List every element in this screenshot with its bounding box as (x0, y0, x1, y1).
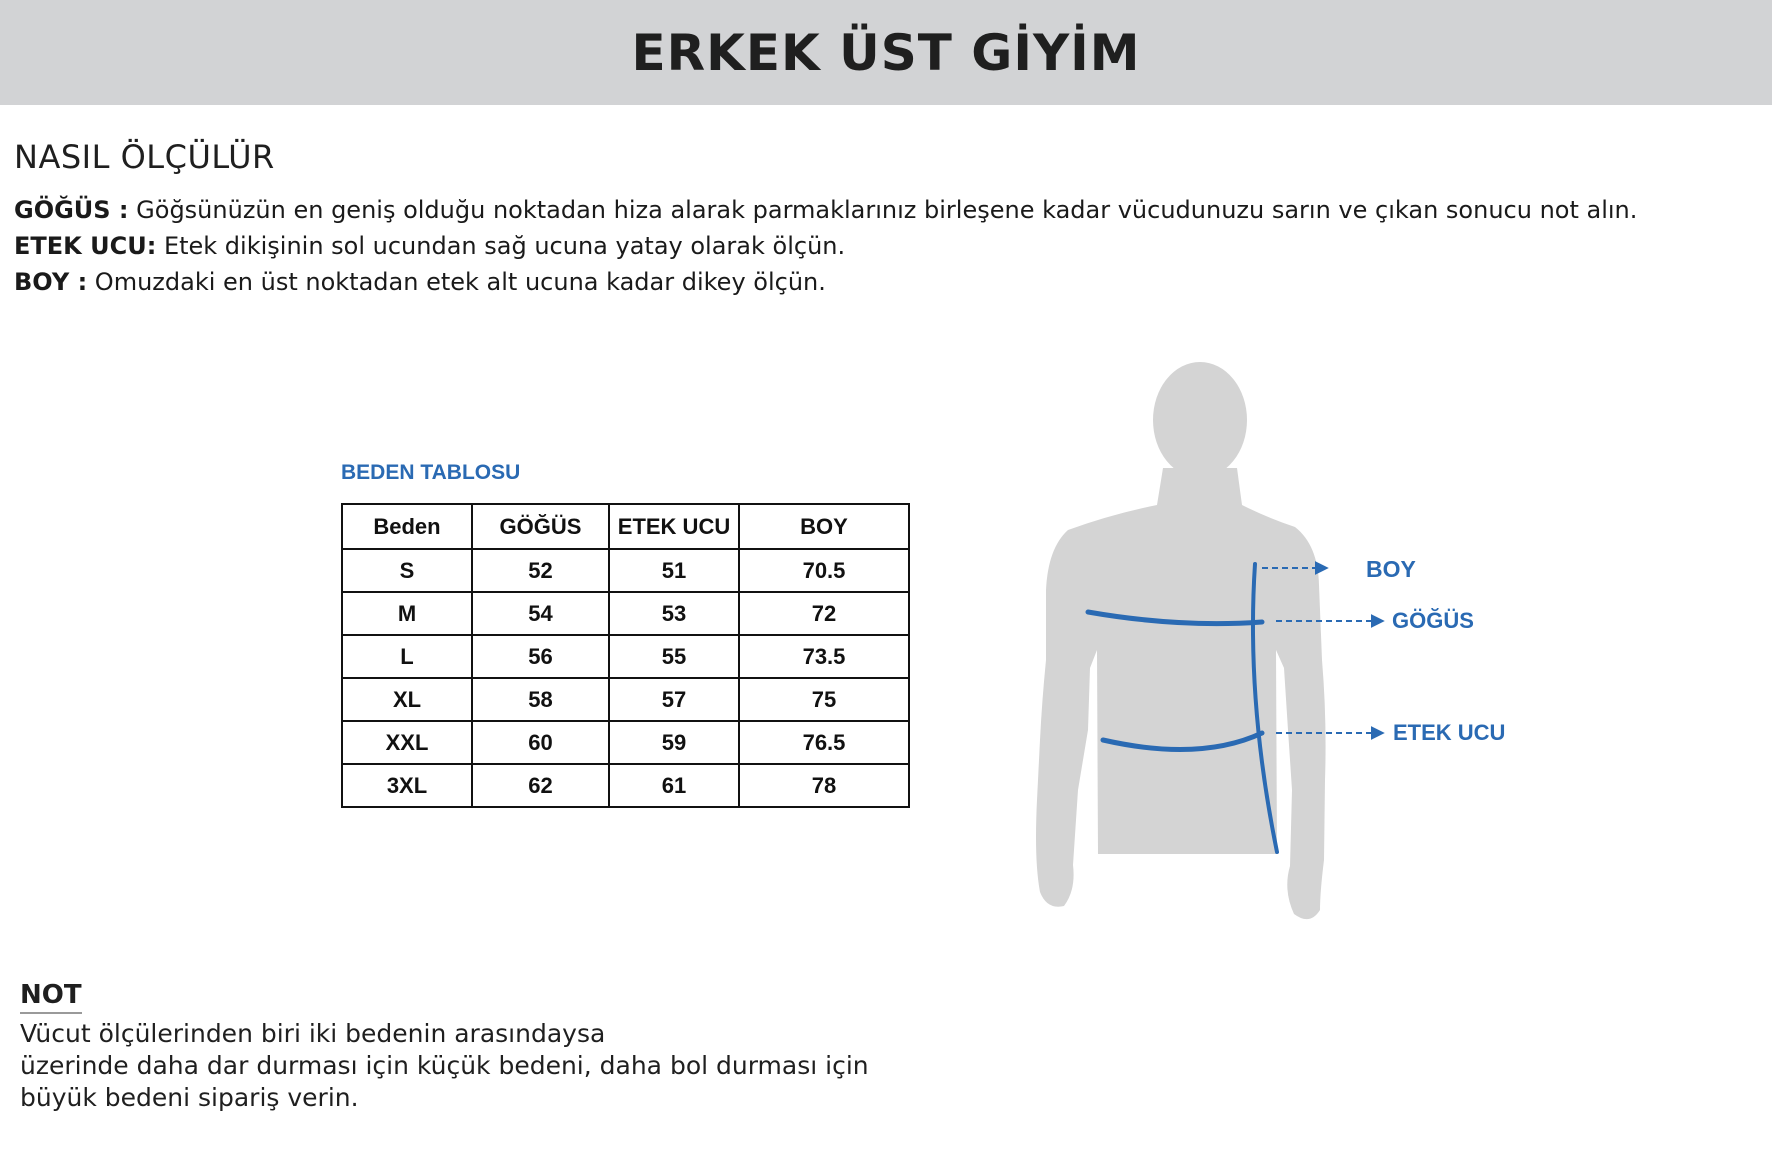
table-cell: 51 (609, 549, 739, 592)
label-boy: BOY (1366, 556, 1416, 582)
column-header: ETEK UCU (609, 504, 739, 549)
table-cell: M (342, 592, 472, 635)
how-to-measure-title: NASIL ÖLÇÜLÜR (14, 138, 275, 176)
table-row (342, 721, 909, 764)
table-cell: 55 (609, 635, 739, 678)
table-row (342, 635, 909, 678)
instruction-text: Etek dikişinin sol ucundan sağ ucuna yatay olarak ölçün. (156, 232, 846, 260)
label-etek-ucu: ETEK UCU (1393, 720, 1506, 745)
size-table-title: BEDEN TABLOSU (341, 461, 521, 484)
instruction-label: GÖĞÜS : (14, 196, 129, 224)
instruction-label: ETEK UCU: (14, 232, 157, 260)
table-cell: 78 (739, 764, 909, 807)
table-cell: 60 (472, 721, 609, 764)
note-line: büyük bedeni sipariş verin. (20, 1083, 359, 1112)
table-cell: 73.5 (739, 635, 909, 678)
table-row (342, 592, 909, 635)
table-cell: 70.5 (739, 549, 909, 592)
note-title: NOT (20, 980, 82, 1014)
table-cell: 53 (609, 592, 739, 635)
size-table (341, 503, 910, 808)
instruction-label: BOY : (14, 268, 88, 296)
header-banner (0, 0, 1772, 105)
note-section (20, 980, 1020, 1114)
table-cell: XXL (342, 721, 472, 764)
table-row (342, 549, 909, 592)
body-silhouette (1036, 362, 1326, 919)
instruction-text: Omuzdaki en üst noktadan etek alt ucuna kadar dikey ölçün. (87, 268, 826, 296)
instruction-boy (14, 264, 1772, 300)
table-cell: 61 (609, 764, 739, 807)
note-line: üzerinde daha dar durması için küçük bedeni, daha bol durması için (20, 1051, 869, 1080)
column-header: BOY (739, 504, 909, 549)
table-cell: XL (342, 678, 472, 721)
column-header: Beden (342, 504, 472, 549)
table-header-row (342, 504, 909, 549)
table-row (342, 764, 909, 807)
measurement-instructions (14, 192, 1772, 300)
table-cell: 52 (472, 549, 609, 592)
label-gogus: GÖĞÜS (1392, 608, 1474, 633)
column-header: GÖĞÜS (472, 504, 609, 549)
table-cell: 3XL (342, 764, 472, 807)
table-cell: 56 (472, 635, 609, 678)
torso-shape (1036, 468, 1326, 919)
instruction-gogus (14, 192, 1772, 228)
body-measurement-figure (1030, 360, 1550, 930)
instruction-etek-ucu (14, 228, 1772, 264)
instruction-text: Göğsünüzün en geniş olduğu noktadan hiza alarak parmaklarınız birleşene kadar vücudunuzu sarın ve çıkan sonucu not alın. (128, 196, 1638, 224)
page-title: ERKEK ÜST GİYİM (631, 23, 1141, 82)
table-row (342, 678, 909, 721)
table-cell: 76.5 (739, 721, 909, 764)
head-shape (1153, 362, 1247, 478)
table-cell: 59 (609, 721, 739, 764)
table-cell: 54 (472, 592, 609, 635)
table-cell: 72 (739, 592, 909, 635)
table-cell: 58 (472, 678, 609, 721)
table-cell: S (342, 549, 472, 592)
table-cell: 62 (472, 764, 609, 807)
table-cell: L (342, 635, 472, 678)
table-cell: 75 (739, 678, 909, 721)
table-cell: 57 (609, 678, 739, 721)
note-line: Vücut ölçülerinden biri iki bedenin arasındaysa (20, 1019, 606, 1048)
